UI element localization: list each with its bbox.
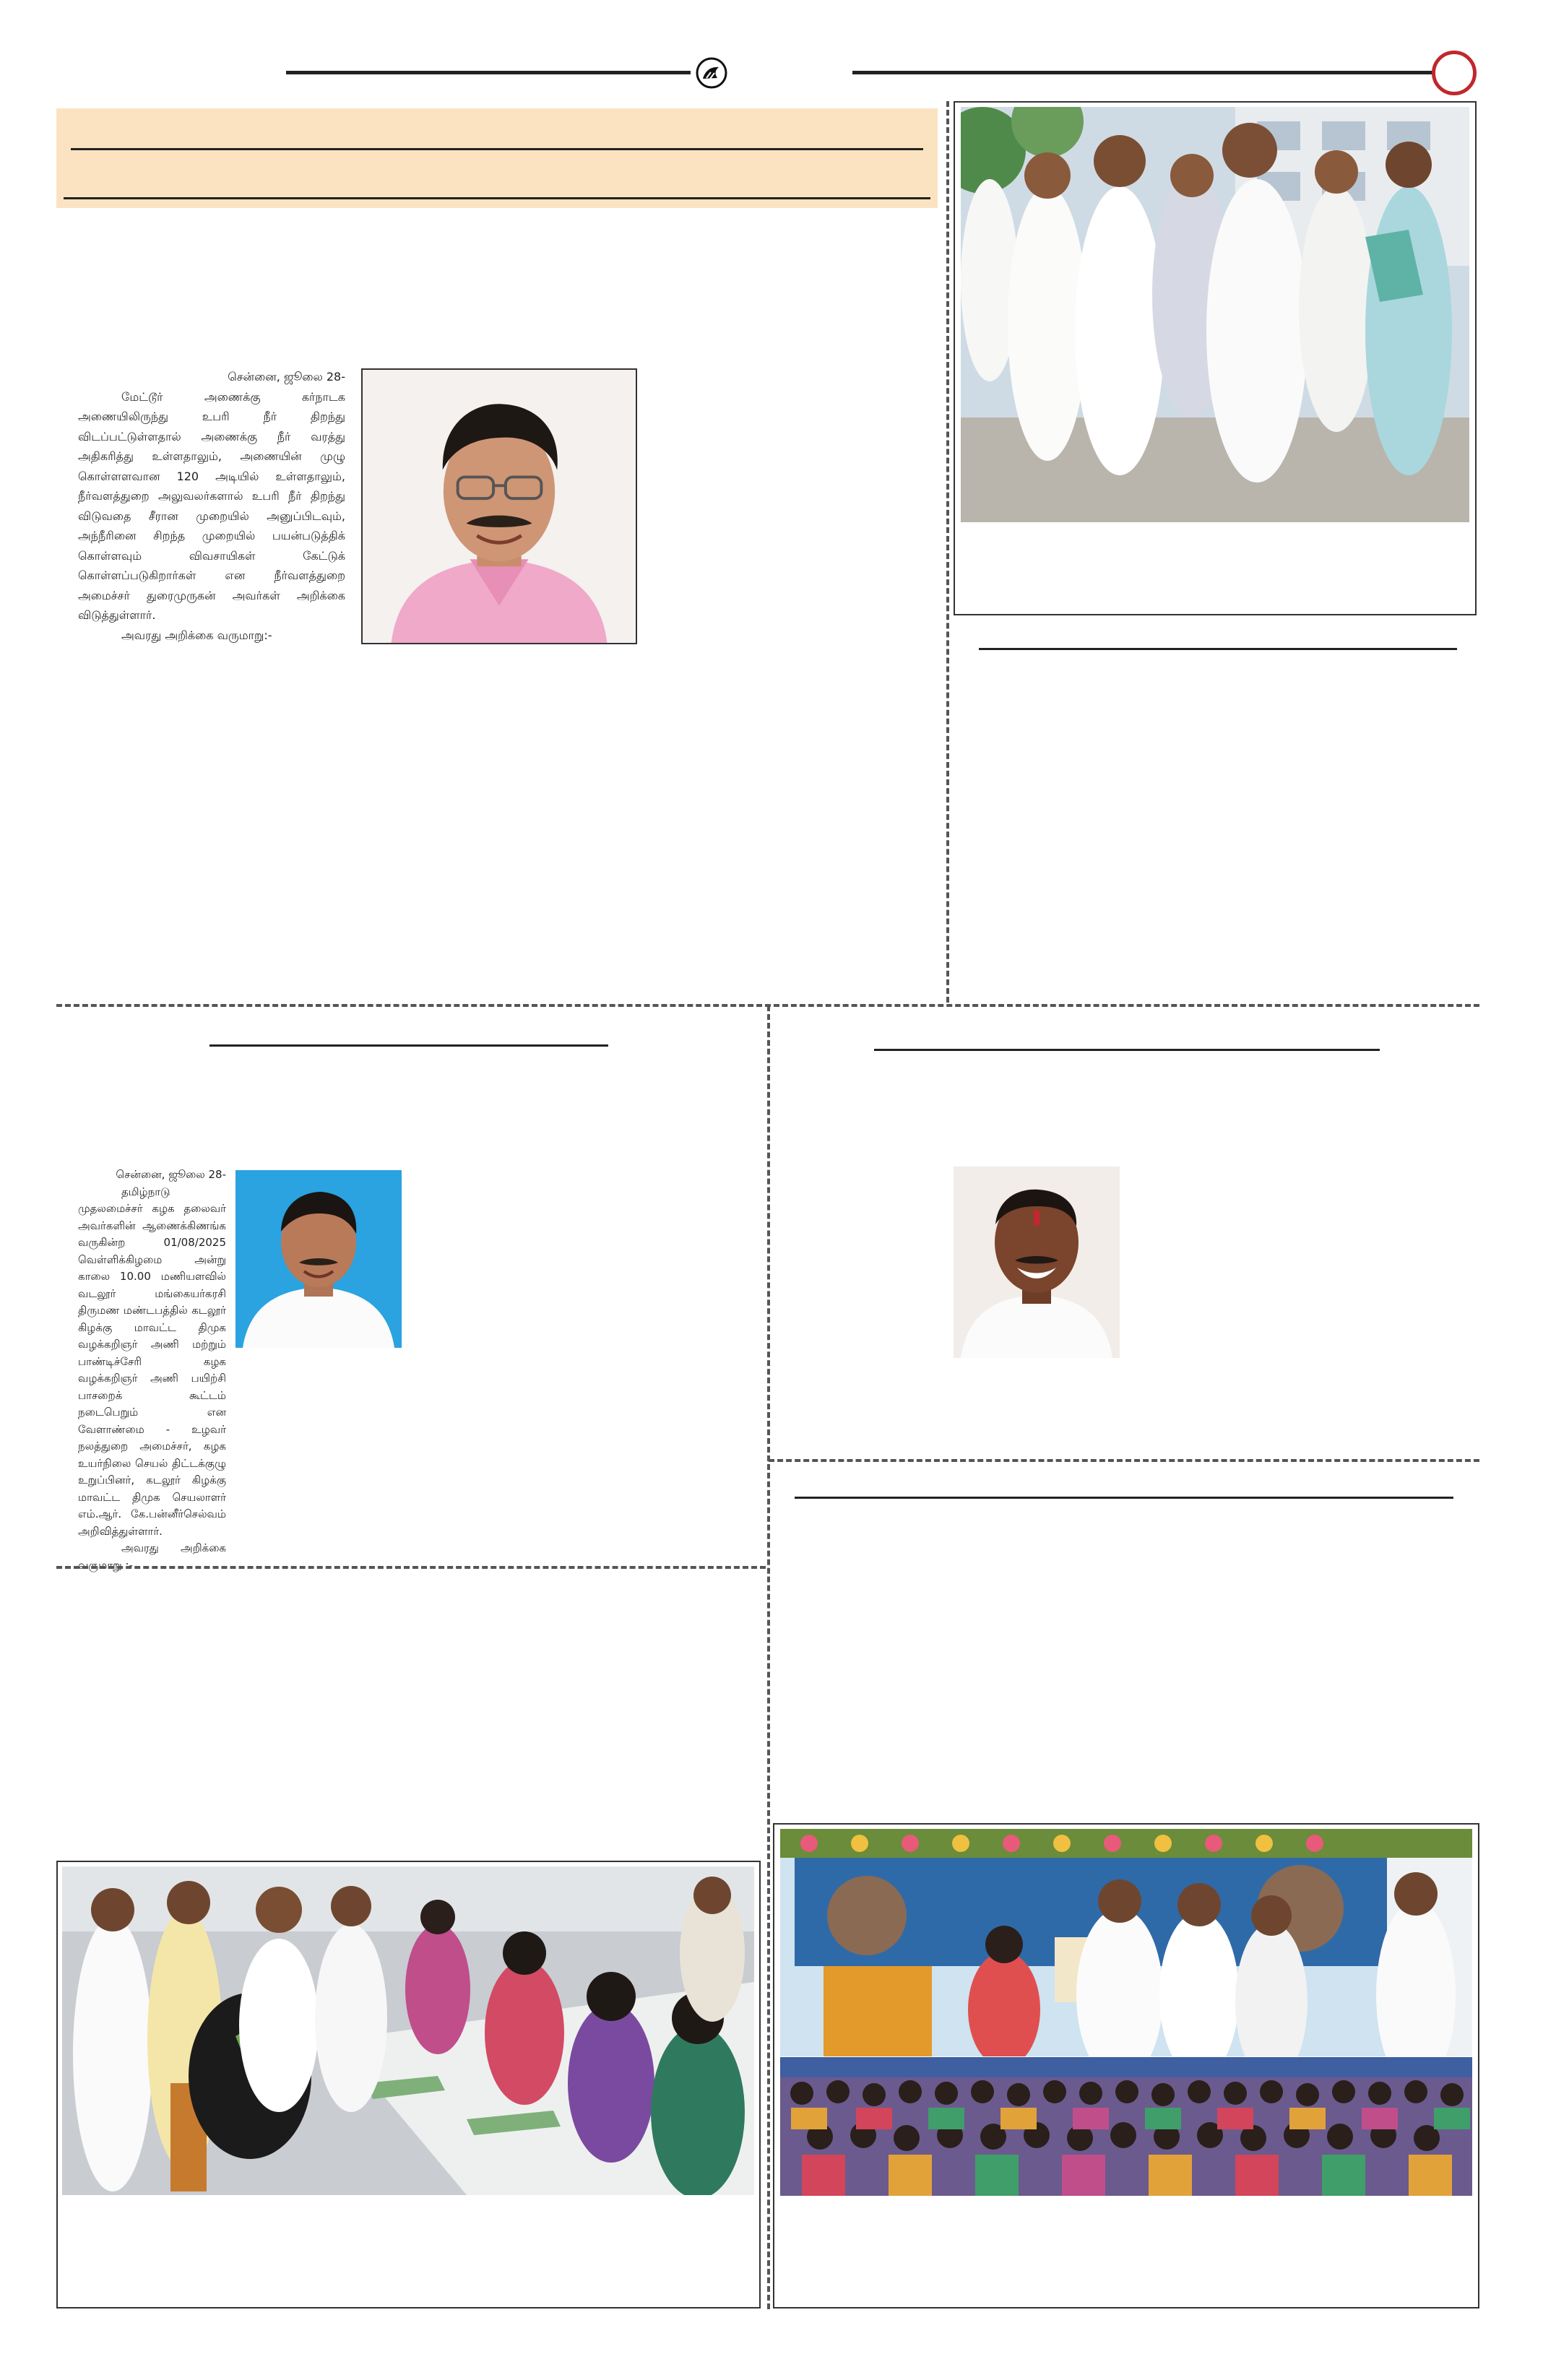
top-right-headline-rule [979, 648, 1457, 650]
story-bottom-left-closing: அவரது அறிக்கை வருமாறு :- [78, 1541, 226, 1572]
story-main-body: மேட்டூர் அணைக்கு கர்நாடக அணையிலிருந்து உபரி நீர் திறந்து விடப்பட்டுள்ளதால் அணைக்கு நீர் வரத்து அதிகரித்து உள்ளதாலும், அணையின் முழு கொள்ளளவான 120 அடியில் உள்ளதாலும், நீர்வளத்துறை அலுவலர்களால் உபரி நீர் திறந்து விடுவதை சீரான முறையில் அனுப்பிடவும், அந்நீரினை சிறந்த முறையில் பயன்படுத்திக் கொள்ளவும் விவசாயிகள் கேட்டுக் கொள்ளப்படுகிறார்கள் என நீர்வளத்துறை அமைச்சர் துரைமுருகன் அவர்கள் அறிக்கை விடுத்துள்ளார். [78, 389, 345, 622]
masthead-rule-right [852, 71, 1438, 74]
circle-badge-icon [1432, 51, 1477, 95]
top-section-divider-vertical [946, 101, 949, 1003]
story-main-closing: அவரது அறிக்கை வருமாறு:- [121, 628, 272, 642]
minister-portrait-photo [361, 368, 637, 644]
masthead-rule-left [286, 71, 691, 74]
bottom-right-headline-rule [874, 1049, 1380, 1051]
story-main-text [78, 367, 345, 645]
minister-smiling-portrait-photo [954, 1167, 1120, 1358]
bottom-right-story-end-rule [769, 1459, 1479, 1462]
award-ceremony-photo [780, 1829, 1472, 2056]
story-bottom-left-body: தமிழ்நாடு முதலமைச்சர் கழக தலைவர் அவர்களின் ஆணைக்கிணங்க வருகின்ற 01/08/2025 வெள்ளிக்கிழமை அன்று காலை 10.00 மணியளவில் வடலூர் மங்கையர்கரசி திருமண மண்டபத்தில் கடலூர் கிழக்கு மாவட்ட திமுக வழக்கறிஞர் அணி மற்றும் பாண்டிச்சேரி கழக வழக்கறிஞர் அணி பயிற்சி பாசறைக் கூட்டம் நடைபெறும் என வேளாண்மை - உழவர் நலத்துறை அமைச்சர், கழக உயர்நிலை செயல் திட்டக்குழு உறுப்பினர், கடலூர் கிழக்கு மாவட்ட திமுக செயலாளர் எம்.ஆர். கே.பன்னீர்செல்வம் அறிவித்துள்ளார். [78, 1185, 226, 1538]
headline-rule-top [71, 148, 923, 150]
field-inspection-photo [961, 107, 1469, 522]
bottom-section-divider-vertical [767, 1005, 770, 2309]
feast-service-photo [62, 1866, 754, 2195]
audience-crowd-photo [780, 2057, 1472, 2196]
headline-rule-bottom [64, 197, 930, 199]
headline-band [56, 108, 938, 208]
story-main-dateline: சென்னை, ஜூலை 28- [228, 370, 345, 384]
bottom-left-headline-rule [209, 1044, 608, 1047]
bottom-right-second-headline-rule [795, 1497, 1453, 1499]
agriculture-minister-portrait-photo [235, 1170, 402, 1348]
story-bottom-left-dateline: சென்னை, ஜூலை 28- [116, 1168, 226, 1181]
rising-sun-emblem-icon [695, 56, 728, 90]
bottom-left-story-end-rule [56, 1566, 766, 1569]
story-bottom-left-text [78, 1167, 226, 1574]
